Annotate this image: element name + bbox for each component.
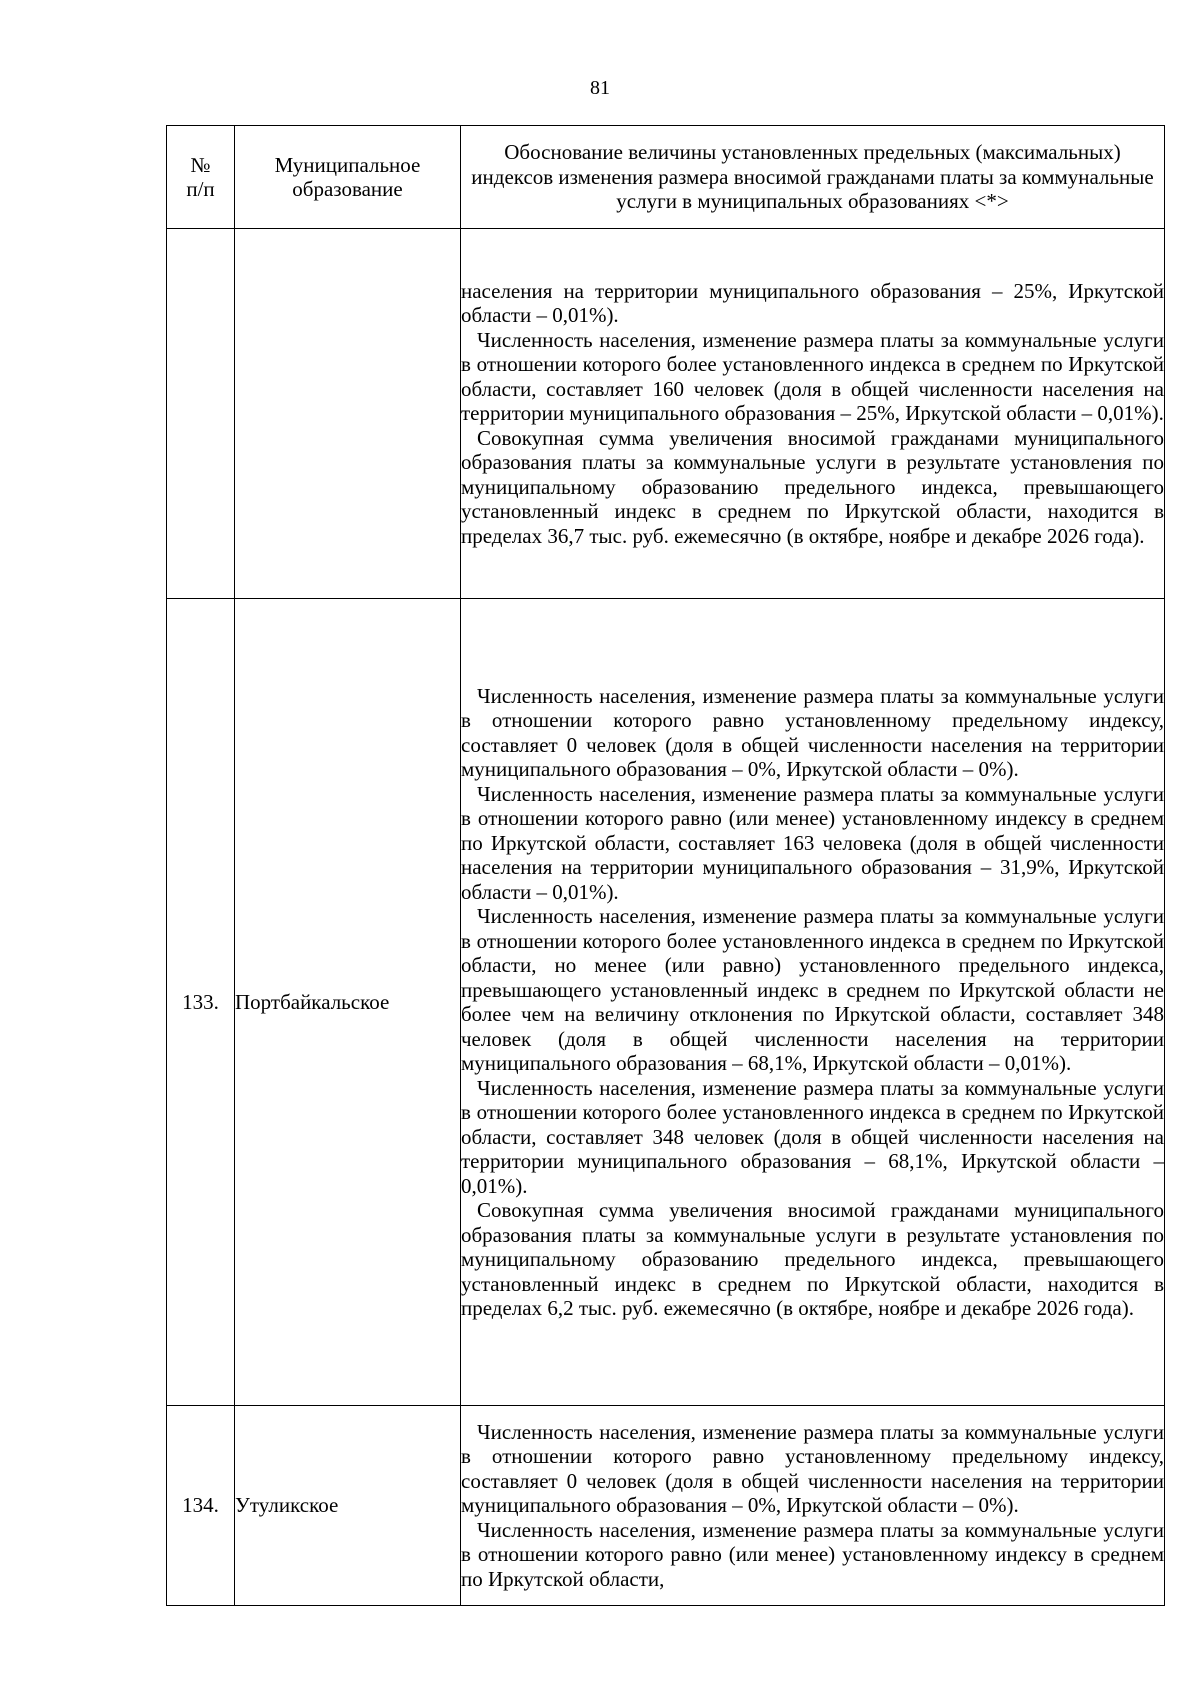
paragraph: Численность населения, изменение размера платы за коммунальные услуги в отношении которого равно (или менее) установленному индексу в среднем по Иркутской области, составляет 163 человека (доля в общей численности населения на территории муниципального образования – 31,9%, Иркутской области – 0,01%). — [461, 781, 1164, 904]
header-num — [167, 126, 235, 229]
justification-table — [166, 125, 1165, 1606]
paragraph: населения на территории муниципального образования – 25%, Иркутской области – 0,01%). — [461, 278, 1164, 328]
header-municipality-line-2: образование — [292, 177, 403, 201]
page-number: 81 — [590, 77, 610, 99]
table-row — [167, 229, 1165, 599]
header-municipality — [235, 126, 461, 229]
paragraph: Численность населения, изменение размера платы за коммунальные услуги в отношении которого равно установленному предельному индексу, составляет 0 человек (доля в общей численности населения на территории муниципального образования – 0%, Иркутской области – 0%). — [461, 1419, 1164, 1518]
row-municipality: Утуликское — [235, 1406, 461, 1606]
row-justification — [461, 1406, 1165, 1606]
header-num-line-1: № — [190, 152, 211, 177]
row-num: 134. — [167, 1406, 235, 1606]
table-row — [167, 1406, 1165, 1606]
row-justification — [461, 229, 1165, 599]
row-num — [167, 229, 235, 599]
paragraph: Совокупная сумма увеличения вносимой гражданами муниципального образования платы за коммунальные услуги в результате установления по муниципальному образованию предельного индекса, превышающего установленный индекс в среднем по Иркутской области, находится в пределах 6,2 тыс. руб. ежемесячно (в октябре, ноябре и декабре 2026 года). — [461, 1198, 1164, 1320]
row-municipality: Портбайкальское — [235, 599, 461, 1406]
header-municipality-line-1: Муниципальное — [274, 152, 421, 177]
row-num: 133. — [167, 599, 235, 1406]
paragraph: Численность населения, изменение размера платы за коммунальные услуги в отношении которого более установленного индекса в среднем по Иркутской области, составляет 160 человек (доля в общей численности населения на территории муниципального образования – 25%, Иркутской области – 0,01%). — [461, 327, 1164, 426]
paragraph: Численность населения, изменение размера платы за коммунальные услуги в отношении которого более установленного индекса в среднем по Иркутской области, но менее (или равно) установленного предельного индекса, превышающего установленный индекс в среднем по Иркутской области не более чем на величину отклонения по Иркутской области, составляет 348 человек (доля в общей численности населения на территории муниципального образования – 68,1%, Иркутской области – 0,01%). — [461, 904, 1164, 1075]
table-header-row — [167, 126, 1165, 229]
paragraph: Совокупная сумма увеличения вносимой гражданами муниципального образования платы за коммунальные услуги в результате установления по муниципальному образованию предельного индекса, превышающего установленный индекс в среднем по Иркутской области, находится в пределах 36,7 тыс. руб. ежемесячно (в октябре, ноябре и декабре 2026 года). — [461, 425, 1164, 548]
paragraph: Численность населения, изменение размера платы за коммунальные услуги в отношении которого равно установленному предельному индексу, составляет 0 человек (доля в общей численности населения на территории муниципального образования – 0%, Иркутской области – 0%). — [461, 683, 1164, 781]
header-justification: Обоснование величины установленных предельных (максимальных) индексов изменения размера вносимой гражданами платы за коммунальные услуги в муниципальных образованиях <*> — [461, 126, 1165, 229]
paragraph: Численность населения, изменение размера платы за коммунальные услуги в отношении которого равно (или менее) установленному индексу в среднем по Иркутской области, — [461, 1517, 1164, 1591]
row-municipality — [235, 229, 461, 599]
paragraph: Численность населения, изменение размера платы за коммунальные услуги в отношении которого более установленного индекса в среднем по Иркутской области, составляет 348 человек (доля в общей численности населения на территории муниципального образования – 68,1%, Иркутской области – 0,01%). — [461, 1075, 1164, 1198]
header-num-line-2: п/п — [186, 177, 215, 201]
row-justification — [461, 599, 1165, 1406]
table-row — [167, 599, 1165, 1406]
